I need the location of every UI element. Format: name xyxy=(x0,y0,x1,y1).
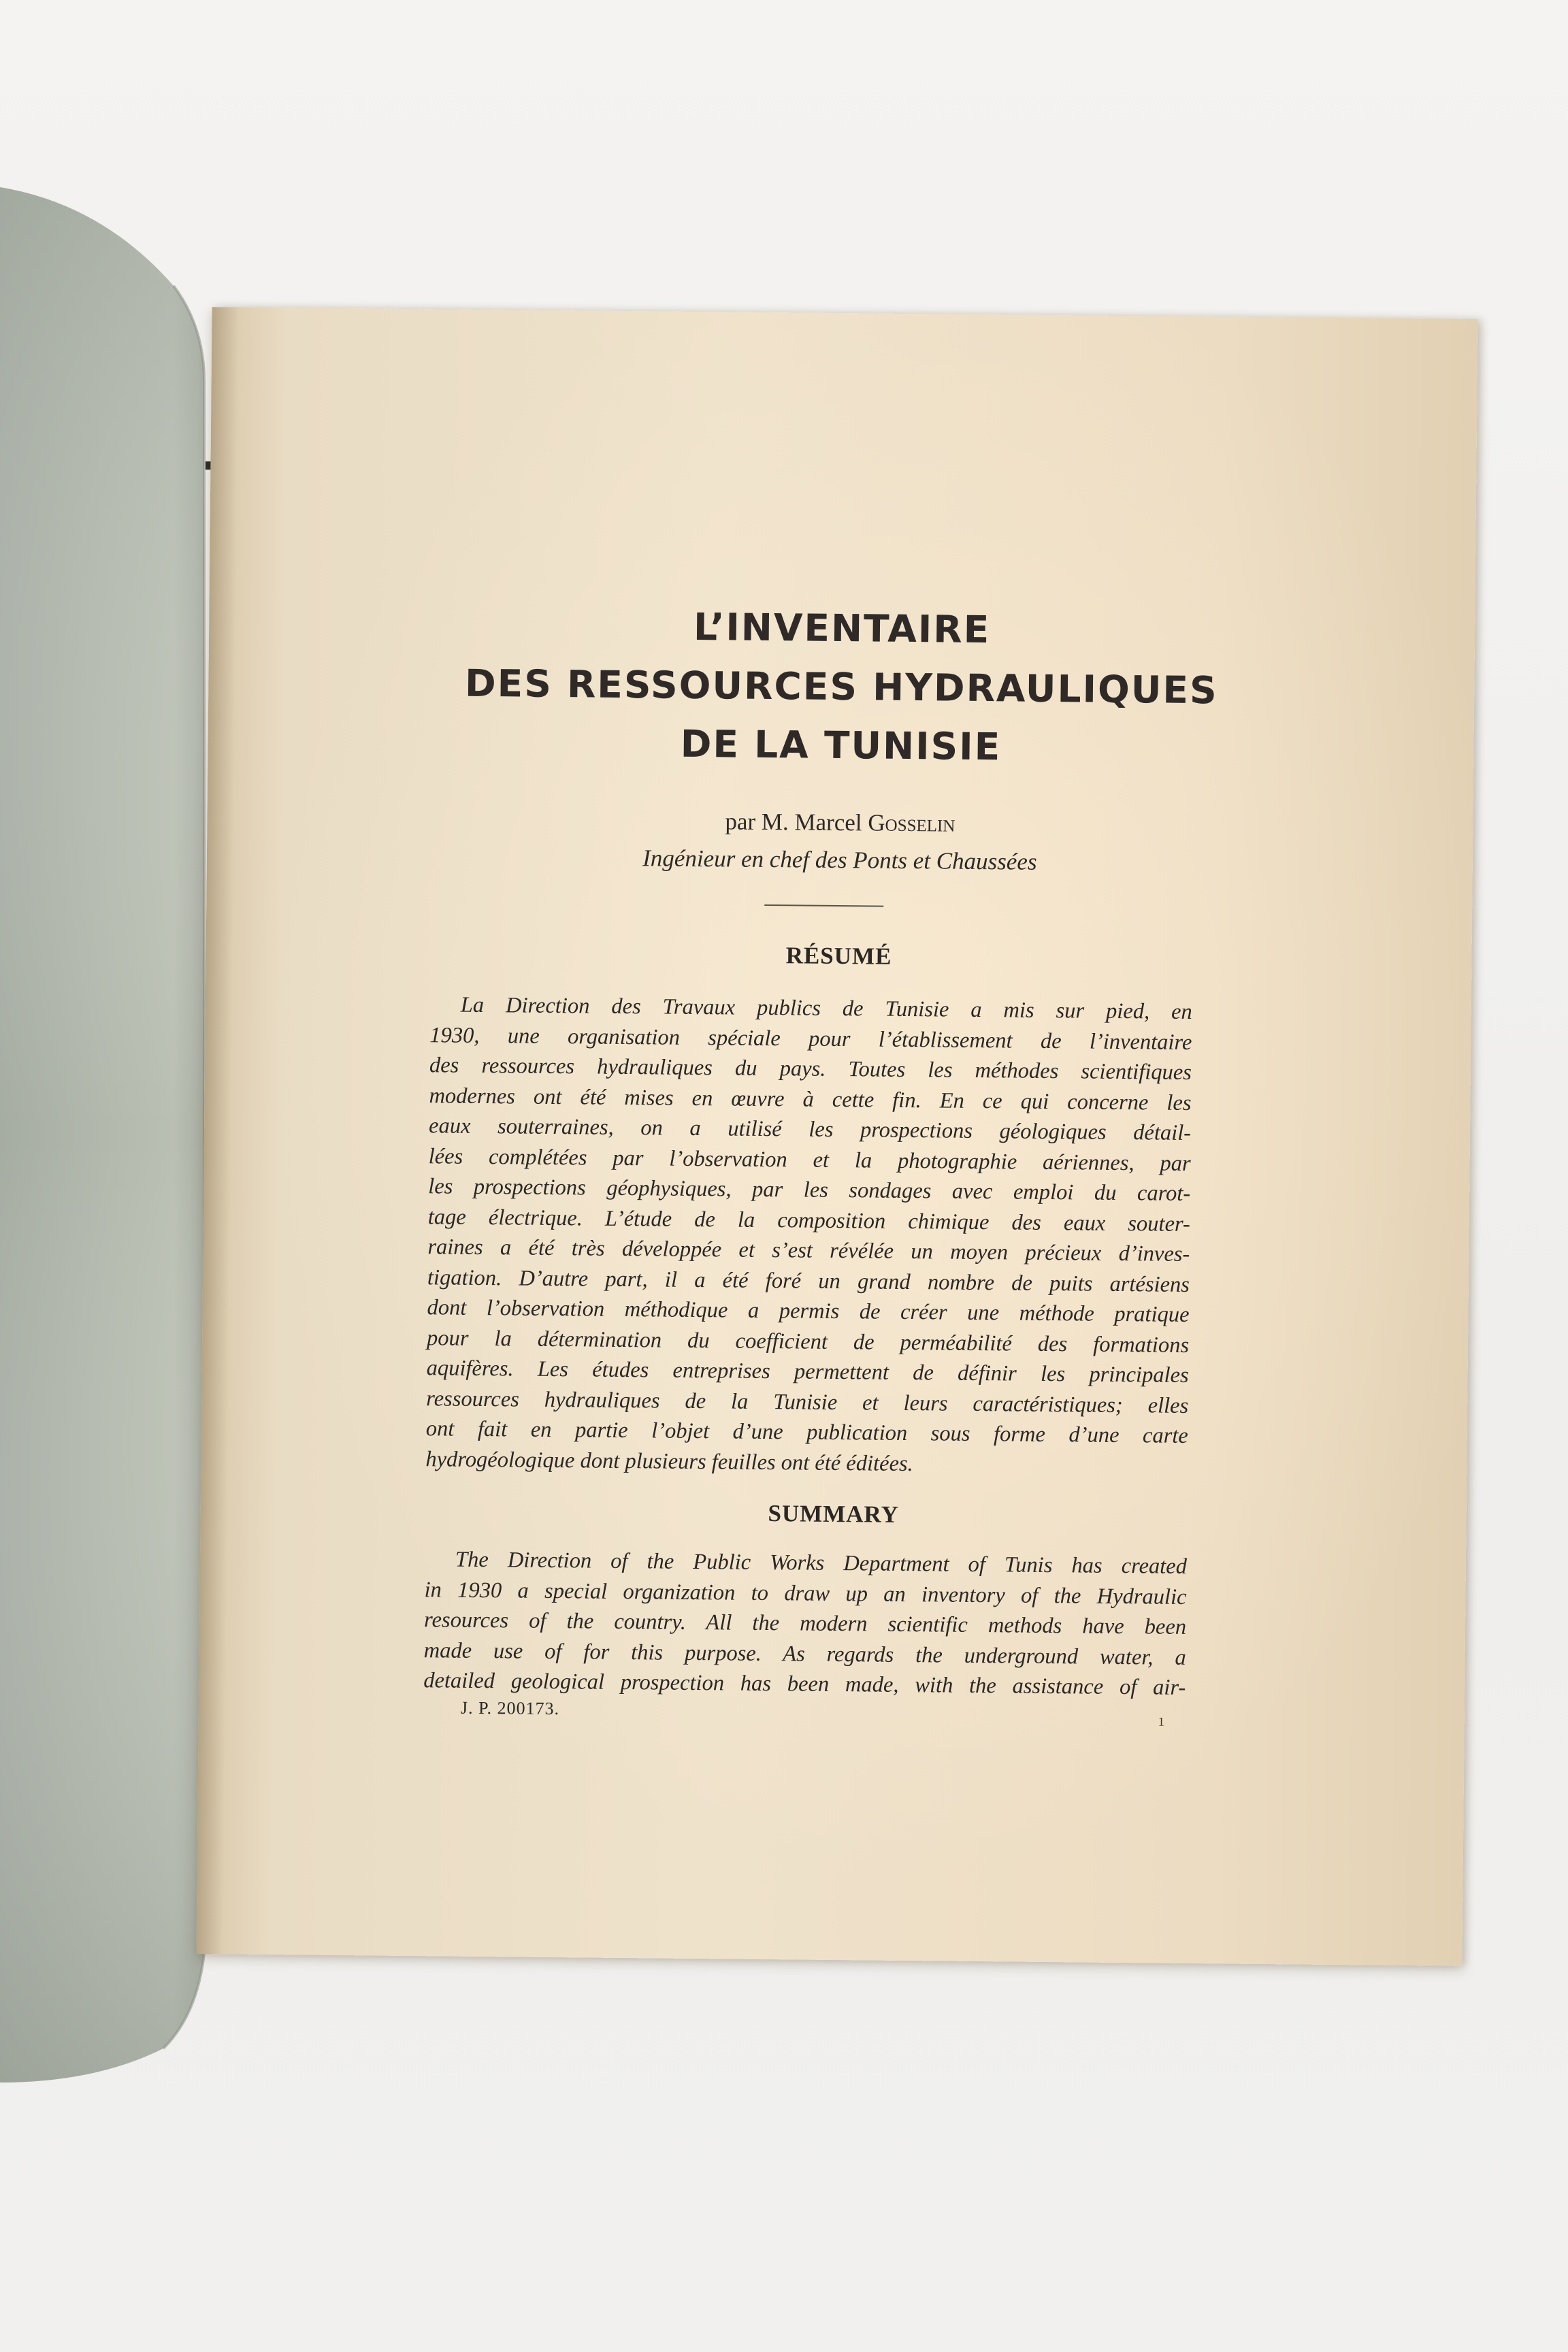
resume-line: pour la détermination du coefficient de perméabilité des formations xyxy=(426,1325,1190,1358)
resume-heading: RÉSUMÉ xyxy=(785,942,892,970)
resume-line: aquifères. Les études entreprises permettent de définir les principales xyxy=(426,1356,1189,1388)
resume-line: des ressources hydrauliques du pays. Toutes les méthodes scientifiques xyxy=(429,1053,1192,1085)
resume-line: La Direction des Travaux publics de Tunisie a mis sur pied, en xyxy=(460,992,1192,1024)
summary-paragraph xyxy=(423,1544,1187,1703)
resume-line: ont fait en partie l’objet d’une publication sous forme d’une carte xyxy=(425,1416,1188,1448)
resume-line: eaux souterraines, on a utilisé les prospections géologiques détail- xyxy=(428,1113,1192,1145)
summary-line: resources of the country. All the modern scientific methods have been xyxy=(423,1607,1187,1639)
paper-page xyxy=(196,307,1477,1966)
resume-line: ressources hydrauliques de la Tunisie et leurs caractéristiques; elles xyxy=(426,1386,1189,1418)
document-title xyxy=(208,593,1475,781)
author-affiliation: Ingénieur en chef des Ponts et Chaussées xyxy=(642,845,1037,875)
page-number: 1 xyxy=(1158,1714,1164,1729)
resume-line: raines a été très développée et s’est révélée un moyen précieux d’inves- xyxy=(427,1235,1190,1267)
summary-line: detailed geological prospection has been made, with the assistance of air- xyxy=(423,1668,1186,1700)
resume-line: lées complétées par l’observation et la photographie aériennes, par xyxy=(428,1143,1191,1176)
separator-rule xyxy=(764,904,883,907)
summary-heading: SUMMARY xyxy=(768,1500,900,1528)
summary-line: made use of for this purpose. As regards the underground water, a xyxy=(423,1637,1186,1670)
byline-prefix: par M. Marcel xyxy=(725,808,868,836)
footer-code: J. P. 200173. xyxy=(460,1697,560,1719)
resume-line: 1930, une organisation spéciale pour l’établissement de l’inventaire xyxy=(429,1022,1192,1055)
resume-line: tage électrique. L’étude de la composition chimique des eaux souter- xyxy=(427,1204,1190,1237)
author-byline xyxy=(207,800,1473,845)
author-surname: Gosselin xyxy=(868,809,956,837)
title-line: DE LA TUNISIE xyxy=(680,721,1002,769)
resume-line: hydrogéologique dont plusieurs feuilles ont été éditées. xyxy=(425,1446,913,1476)
summary-line: The Direction of the Public Works Department of Tunis has created xyxy=(455,1547,1188,1579)
resume-line: dont l’observation méthodique a permis de créer une méthode pratique xyxy=(427,1295,1190,1327)
resume-line: modernes ont été mises en œuvre à cette fin. En ce qui concerne les xyxy=(429,1083,1192,1115)
title-line: DES RESSOURCES HYDRAULIQUES xyxy=(464,661,1218,713)
summary-line: in 1930 a special organization to draw up an inventory of the Hydraulic xyxy=(424,1577,1187,1610)
resume-paragraph xyxy=(425,990,1192,1482)
resume-line: les prospections géophysiques, par les sondages avec emploi du carot- xyxy=(428,1174,1191,1206)
title-line: L’INVENTAIRE xyxy=(693,604,991,652)
resume-line: tigation. D’autre part, il a été foré un grand nombre de puits artésiens xyxy=(427,1264,1190,1297)
